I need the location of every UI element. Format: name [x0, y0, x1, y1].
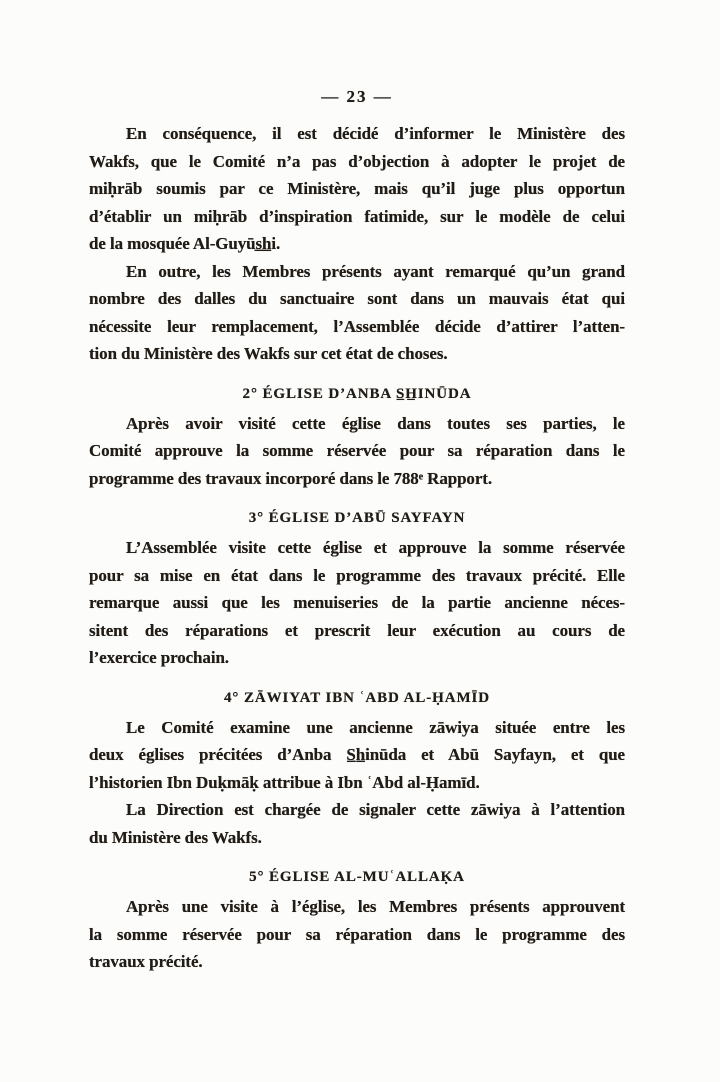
text-line: Le Comité examine une ancienne zāwiya située entre les — [126, 717, 625, 737]
text-line: de la mosquée Al-Guyūs̲h̲i. — [89, 234, 281, 253]
section-heading: 3° ÉGLISE D’ABŪ SAYFAYN — [248, 510, 466, 526]
paragraph — [89, 893, 625, 976]
paragraph — [89, 120, 625, 258]
text-line: Après une visite à l’église, les Membres présents approuvent — [126, 897, 625, 916]
text-line: Wakfs, que le Comité n’a pas d’objection à adopter le projet de — [89, 151, 625, 171]
section-heading: 5° ÉGLISE AL-MUʿALLAḲA — [249, 869, 465, 885]
paragraph — [89, 714, 625, 797]
text-line: pour sa mise en état dans le programme des travaux précité. Elle — [89, 565, 625, 585]
text-line: Comité approuve la somme réservée pour sa réparation dans le — [89, 441, 625, 460]
text-line: En outre, les Membres présents ayant remarqué qu’un grand — [126, 261, 625, 281]
paragraph — [89, 410, 625, 493]
text-line: du Ministère des Wakfs. — [89, 827, 262, 847]
text-line: la somme réservée pour sa réparation dans le programme des — [89, 924, 625, 944]
text-line: nombre des dalles du sanctuaire sont dans un mauvais état qui — [89, 289, 625, 308]
text-line: d’établir un miḥrāb d’inspiration fatimide, sur le modèle de celui — [89, 206, 625, 226]
text-line: l’historien Ibn Duḳmāḳ attribue à Ibn ʿAbd al-Ḥamīd. — [89, 772, 480, 792]
text-line: l’exercice prochain. — [89, 648, 229, 667]
text-line: deux églises précitées d’Anba S̲h̲inūda et Abū Sayfayn, et que — [89, 745, 625, 764]
section-heading: 2° ÉGLISE D’ANBA S̲H̲INŪDA — [242, 385, 472, 402]
text-body — [89, 120, 625, 976]
text-line: miḥrāb soumis par ce Ministère, mais qu’il juge plus opportun — [89, 179, 625, 198]
section-heading: 4° ZĀWIYAT IBN ʿABD AL-ḤAMĪD — [224, 689, 490, 706]
text-line: remarque aussi que les menuiseries de la partie ancienne néces- — [89, 593, 625, 612]
text-line: En conséquence, il est décidé d’informer le Ministère des — [126, 124, 625, 143]
text-line: sitent des réparations et prescrit leur exécution au cours de — [89, 620, 625, 640]
paragraph — [89, 258, 625, 368]
text-line: Après avoir visité cette église dans toutes ses parties, le — [126, 413, 625, 433]
text-line: travaux précité. — [89, 952, 203, 971]
paragraph — [89, 534, 625, 672]
text-line: nécessite leur remplacement, l’Assemblée décide d’attirer l’atten- — [89, 316, 625, 336]
text-line: tion du Ministère des Wakfs sur cet état de choses. — [89, 344, 448, 363]
text-line: L’Assemblée visite cette église et approuve la somme réservée — [126, 538, 625, 557]
text-line: La Direction est chargée de signaler cette zāwiya à l’attention — [126, 800, 625, 819]
text-line: programme des travaux incorporé dans le 788ᵉ Rapport. — [89, 468, 492, 488]
page-number: — 23 — — [321, 87, 393, 106]
paragraph — [89, 796, 625, 851]
